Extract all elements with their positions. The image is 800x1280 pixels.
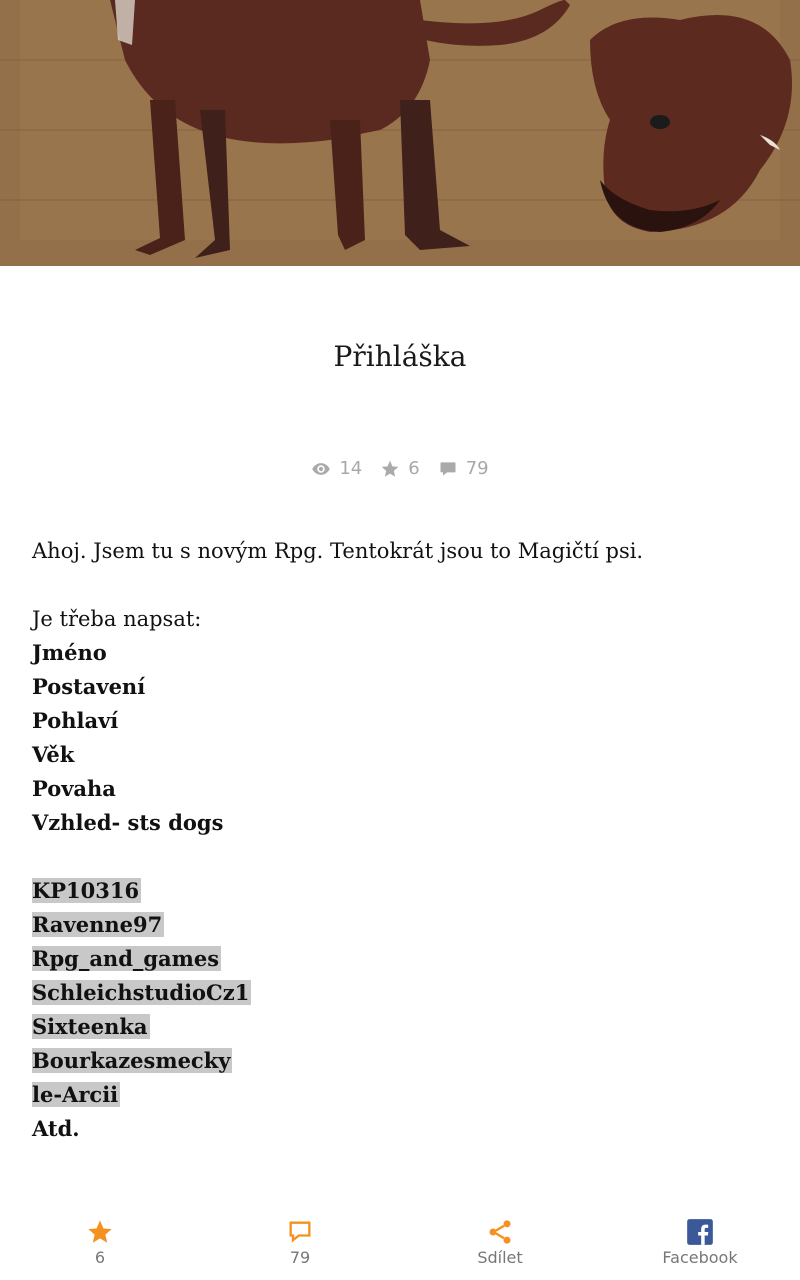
comments-button[interactable] — [200, 1205, 400, 1280]
field-item: Vzhled- sts dogs — [32, 810, 224, 835]
votes-stat — [380, 458, 419, 479]
mention-link[interactable]: Bourkazesmecky — [32, 1048, 231, 1073]
mention-link[interactable]: Rpg_and_games — [32, 946, 220, 971]
field-item: Postavení — [32, 674, 146, 699]
views-stat — [311, 458, 362, 479]
comment-icon — [286, 1218, 314, 1246]
field-item: Povaha — [32, 776, 116, 801]
comment-count: 79 — [289, 1248, 311, 1267]
facebook-share-button[interactable] — [600, 1205, 800, 1280]
mention-link[interactable]: SchleichstudioCz1 — [32, 980, 250, 1005]
vote-button[interactable] — [0, 1205, 200, 1280]
comments-stat — [438, 458, 489, 479]
comments-count: 79 — [465, 458, 489, 479]
comment-icon — [438, 459, 458, 479]
facebook-label: Facebook — [662, 1248, 738, 1267]
votes-count: 6 — [408, 458, 420, 479]
share-label: Sdílet — [477, 1248, 523, 1267]
field-item: Věk — [32, 742, 75, 767]
story-cover-image — [0, 0, 800, 266]
share-button[interactable] — [400, 1205, 600, 1280]
field-item: Pohlaví — [32, 708, 119, 733]
vote-count: 6 — [94, 1248, 106, 1267]
story-content — [32, 534, 772, 1146]
intro-paragraph: Ahoj. Jsem tu s novým Rpg. Tentokrát jsou to Magičtí psi. — [32, 539, 644, 563]
field-item: Jméno — [32, 640, 107, 665]
mention-link[interactable]: KP10316 — [32, 878, 140, 903]
star-icon — [380, 459, 400, 479]
share-icon — [486, 1218, 514, 1246]
mention-link[interactable]: Ravenne97 — [32, 912, 163, 937]
bottom-action-bar — [0, 1205, 800, 1280]
facebook-icon — [686, 1218, 714, 1246]
star-icon — [86, 1218, 114, 1246]
eye-icon — [311, 459, 331, 479]
mention-link[interactable]: le-Arcii — [32, 1082, 119, 1107]
dog-illustration — [0, 0, 800, 266]
outro-text: Atd. — [32, 1116, 80, 1141]
story-title: Přihláška — [333, 340, 467, 373]
story-stats — [0, 458, 800, 479]
views-count: 14 — [339, 458, 363, 479]
needs-label: Je třeba napsat: — [32, 607, 202, 631]
mention-link[interactable]: Sixteenka — [32, 1014, 148, 1039]
